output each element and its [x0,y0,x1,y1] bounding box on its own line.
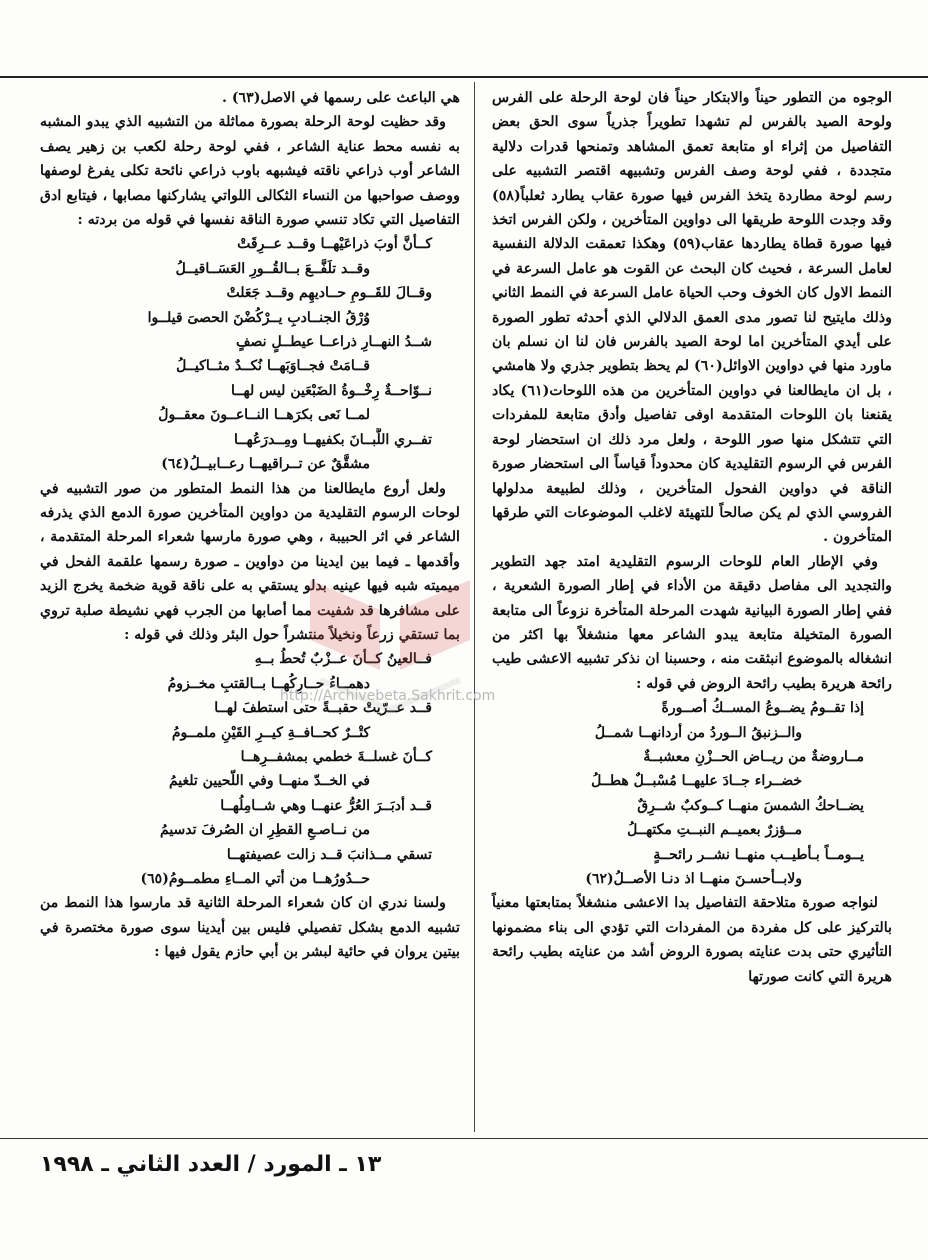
page-footer: ١٣ ـ المورد / العدد الثاني ـ ١٩٩٨ [40,1152,382,1177]
verse-line: في الخــدّ منهــا وفي اللّحيين تلغيمُ [168,773,370,790]
verse-line: من نــاصـعِ القطِرِ ان الصُرفَ تدسيمُ [160,822,370,839]
verse-line: كتْــرٌ كحــافــةِ كيــرِ القَيْنِ ملمــومُ [171,724,370,741]
verse-line: مــاروضةٌ من ريــاض الحــزْنِ معشبــةٌ [643,748,864,765]
verse-line: تسقي مــذانبَ قــد زالت عصيفتهــا [226,846,432,863]
verse-line: وقــالَ للقَــومِ حــاديهِم وقــد جَعَلتْ [226,285,432,302]
verse-line: فــالعينُ كــأنَ عــزْبٌ تُحطُ بــهِ [254,651,432,668]
verse-line: وُرْقُ الجنــادبِ يــرْكُضْنَ الحصىَ قيلــوا [147,309,370,326]
verse-line: نــوّاحــةٌ رِخْــوةُ الضَبْعَين ليس لهــا [231,382,432,399]
paragraph: الوجوه من التطور حيناً والابتكار حيناً فان لوحة الرحلة على الفرس ولوحة الصيد بالفرس لم تشهدا تطويراً جذرياً سوى الحق بعض التفاصيل من إثراء او متابعة تعمق المشاهد وتمنحها قدرات دلالية متجددة ، ففي لوحة وصف الفرس وتشبيهه اقتصر التشبيه على رسم لوحة مطاردة يتخذ الفرس فيها صورة عقاب يطارد ثعلباً(٥٨) وقد وجدت اللوحة طريقها الى دواوين المتأخرين ، ولكن الفرس اتخذ فيها صورة قطاة يطاردها عقاب(٥٩) وهكذا تعمقت الدلالة النفسية لعامل السرعة ، فحيث كان البحث عن القوت هو عامل السرعة في النمط الاول كان الخوف وحب الحياة عامل السرعة في النمط الثاني وذلك مايتيح لنا تصور مدى العمق الدلالي الذي أحدثه تطور الصورة على أيدي المتأخرين اما لوحة الصيد بالفرس فان لنا ان نسلم بان ماورد منها في دواوين الاوائل(٦٠) لم يحظ بتطوير جذري ولا هامشي ، بل ان مايطالعنا في دواوين المتأخرين من هذه اللوحات(٦١) يكاد يقنعنا بان اللوحات المتقدمة اوفى تفاصيل وأدق متابعة للمفردات التي تتشكل منها صور اللوحة ، ولعل مرد ذلك ان استحضار لوحة الفرس في الرسوم التقليدية كان محدوداً قياساً الى استحضار صورة الناقة في دواوين الفحول المتأخرين ، وذلك لطبيعة مدلولها الفروسي الذي لم يكن صالحاً للتهيئة لاغلب الموضوعات التي طرقها المتأخرون . [492,90,893,546]
paragraph: ولعل أروع مايطالعنا من هذا النمط المتطور من صور التشبيه في لوحات الرسوم التقليدية من دواوين المتأخرين صورة الدمع الذي يذرفه الشاعر في اثر الحبيبة ، وهي صورة مارسها شعراء المرحلة المتقدمة ، وأقدمها ـ فيما بين ايدينا من دواوين ـ صورة رسمها علقمة الفحل في ميميته شبه فيها عينيه بدلو يستقي به على ناقة قوية ضخمة يخرج الزيد على مشافرها قد شفيت مما أصابها من الجرب فهي نشيطة صلبة تروي بما تستقي زرعاً ونخيلاً منتشراً حول البئر وذلك في قوله : [40,480,460,643]
verse-line: خضــراء جــادَ عليهــا مُسْبــلٌ هطــلُ [591,773,802,790]
verse-line: كــأنَ غسلــةَ خطمي بمشفــرِهــا [240,748,432,765]
paragraph: هي الباعث على رسمها في الاصل(٦٣) . [221,90,460,106]
verse-line: كــأنَّ أوبَ ذراعَيْهــا وقــد عــرِقَتْ [237,236,432,253]
verse-line: دهمــاءُ حــارِكُهــا بــالقتبِ مخــزومُ [167,675,370,692]
top-rule [0,76,928,78]
watermark-url: http://Archivebeta.Sakhrit.com [280,688,496,704]
verse-line: مــؤزرٌ بعميــم النبــتِ مكتهــلُ [627,822,802,839]
verse-line: شــدُ النهــارِ ذراعــا عيطــلٍ نصفٍ [236,334,432,351]
verse-line: وقــد تلَفَّــعَ بــالقُــورِ العَسَــاقيــلُ [175,260,370,277]
verse-line: ولابــأحسـنَ منهــا اذ دنـا الأصــلُ(٦٢) [585,871,802,887]
paragraph: لنواجه صورة متلاحقة التفاصيل بدا الاعشى منشغلاً بمتابعتها معنياً بالتركيز على كل مفردة من المفردات التي تؤدي الى بناء مضمونها التأثيري حتى بدت عنايته بصورة الروض أشد من عنايته بطيب رائحة هريرة التي كانت صورتها [492,895,892,985]
bottom-rule [0,1138,928,1139]
paragraph: ولسنا ندري ان كان شعراء المرحلة الثانية قد مارسوا هذا النمط من تشبيه الدمع بشكل تفصيلي فليس بين أيدينا سوى صورة مختصرة في بيتين يروان في حائية لبشر بن أبي حازم يقول فيها : [40,895,460,961]
verse-line: قــد أدبَــرَ العُرُّ عنهــا وهي شــامِلُهــا [220,797,432,814]
verse-line: تفــري اللَّبــانَ بكفيهــا ومِــدرَعُهــا [234,431,432,448]
verse-line: حــدُورُهــا من أتي المــاءِ مطمــومُ(٦٥) [140,871,370,887]
verse-line: يــومــاً بـأطيــب منهــا نشــر رائحــةٍ [653,846,864,863]
verse-line: والــزنبقُ الــوردُ من أردانهــا شمــلُ [594,724,802,741]
verse-line: قــامَتْ فجــاوَبَهــا نُكــدٌ مثــاكيــلُ [176,358,370,375]
right-column [492,86,892,989]
verse-line: قــد عــرّيتْ حقبــةً حتى استطفَ لهــا [214,700,432,717]
verse-line: يضــاحكُ الشمسَ منهــا كــوكبٌ شــرِقٌ [637,797,864,814]
paragraph: وقد حظيت لوحة الرحلة بصورة مماثلة من التشبيه الذي يبدو المشبه به نفسه محط عناية الشاعر ، ففي لوحة رحلة لكعب بن زهير يصف الشاعر أوب ذراعي ناقته فيشبهه باوب ذراعي نائحة تكلى يفرغ لوصفها ووصف صواحبها من النساء الثكالى اللواتي يشاركنها مصابها ، فيتابع ادق التفاصيل التي تكاد تنسي صورة الناقة نفسها في قوله من بردته : [40,114,460,229]
paragraph: وفي الإطار العام للوحات الرسوم التقليدية امتد جهد التطوير والتجديد الى مفاصل دقيقة من الأداء في إطار الصورة الشعرية ، ففي إطار الصورة البيانية شهدت المرحلة المتأخرة نزوعاً الى متابعة الصورة المتخيلة متابعة يبدو الشاعر معها منشغلاً بها اكثر من انشغاله بالموضوع انبثقت منه ، وحسبنا ان نذكر تشبيه الاعشى طيب رائحة هريرة بطيب رائحة الروض في قوله : [492,553,892,692]
verse-line: إذا تقــومُ يضــوعُ المســكُ أصــورةً [661,700,864,717]
verse-line: لمــا نَعى بكرَهــا النــاعــونَ معقــولُ [158,407,370,424]
verse-line: مشقَّقٌ عن تــراقيهــا رعــابيــلُ(٦٤) [161,456,370,473]
left-column [40,86,460,965]
